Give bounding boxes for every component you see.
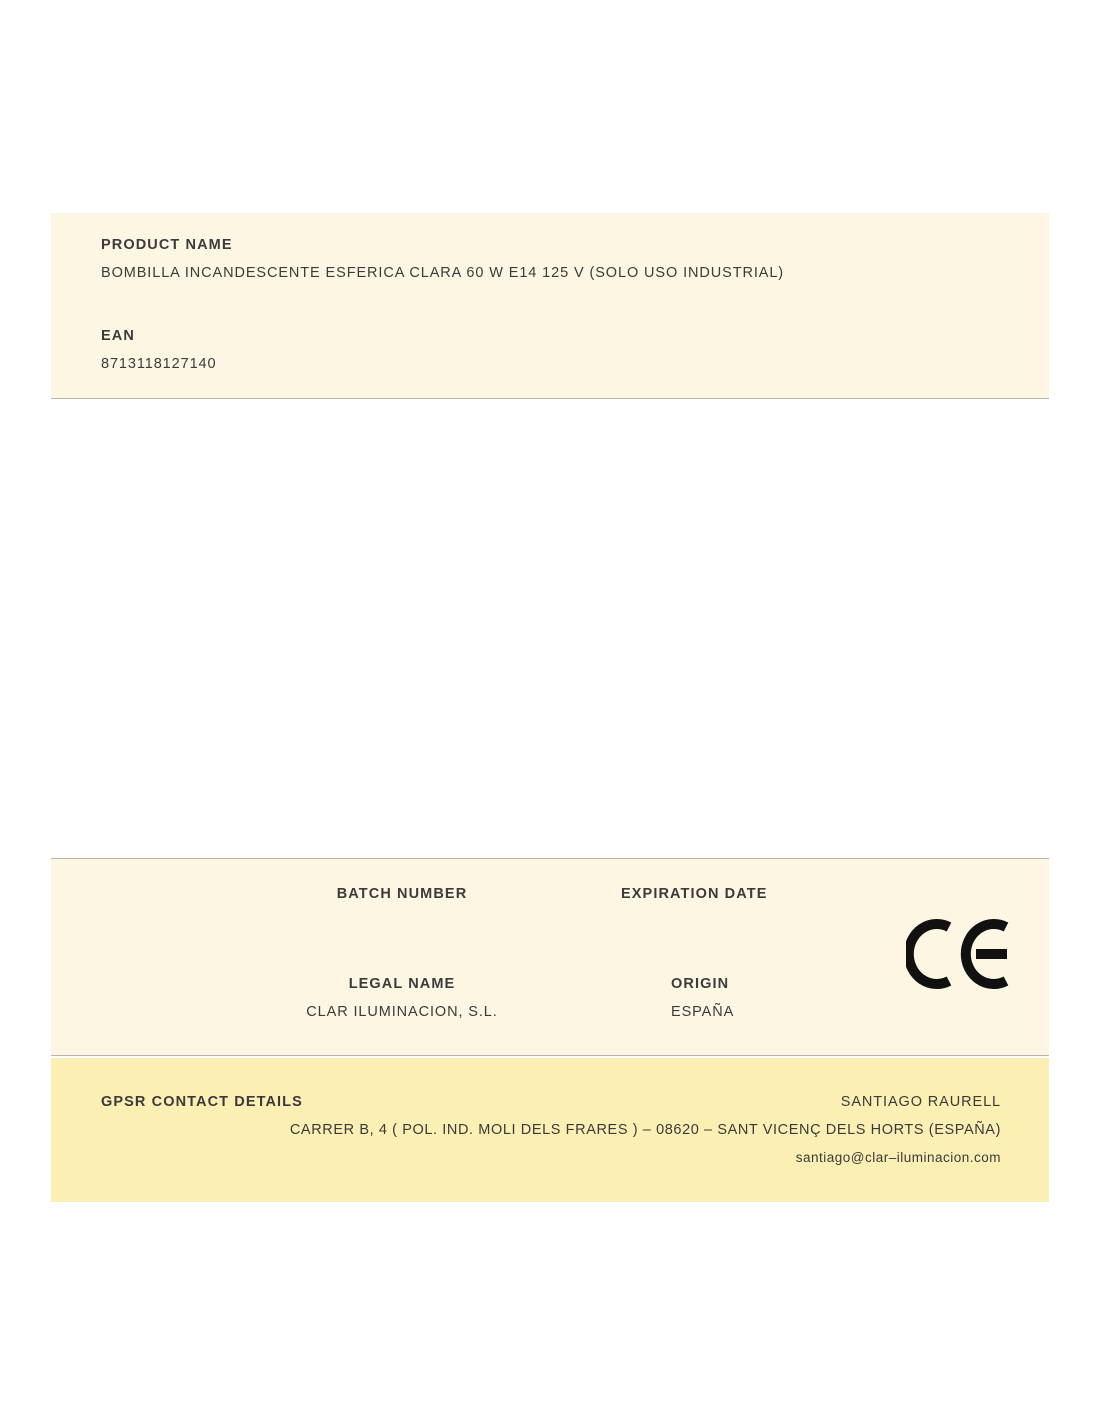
product-name-label: PRODUCT NAME [101, 237, 233, 253]
ce-marking-icon [906, 919, 1011, 989]
gpsr-contact-address: CARRER B, 4 ( POL. IND. MOLI DELS FRARES ) – 08620 – SANT VICENÇ DELS HORTS (ESPAÑA) [289, 1122, 1001, 1138]
ean-label: EAN [101, 328, 135, 344]
origin-value: ESPAÑA [671, 1004, 735, 1020]
gpsr-contact-person: SANTIAGO RAURELL [840, 1094, 1001, 1110]
product-name-value: BOMBILLA INCANDESCENTE ESFERICA CLARA 60 W E14 125 V (SOLO USO INDUSTRIAL) [101, 265, 785, 281]
gpsr-contact-label: GPSR CONTACT DETAILS [101, 1094, 303, 1110]
product-info-block [51, 213, 1049, 399]
ean-value: 8713118127140 [101, 356, 217, 372]
legal-name-label: LEGAL NAME [348, 976, 456, 992]
expiration-date-label: EXPIRATION DATE [621, 886, 768, 902]
legal-name-value: CLAR ILUMINACION, S.L. [306, 1004, 498, 1020]
blank-content-area [51, 399, 1049, 858]
manufacturer-info-block [51, 858, 1049, 1056]
batch-number-label: BATCH NUMBER [336, 886, 468, 902]
gpsr-contact-email: santiago@clar–iluminacion.com [795, 1150, 1001, 1165]
origin-label: ORIGIN [671, 976, 730, 992]
gpsr-contact-block [51, 1058, 1049, 1202]
